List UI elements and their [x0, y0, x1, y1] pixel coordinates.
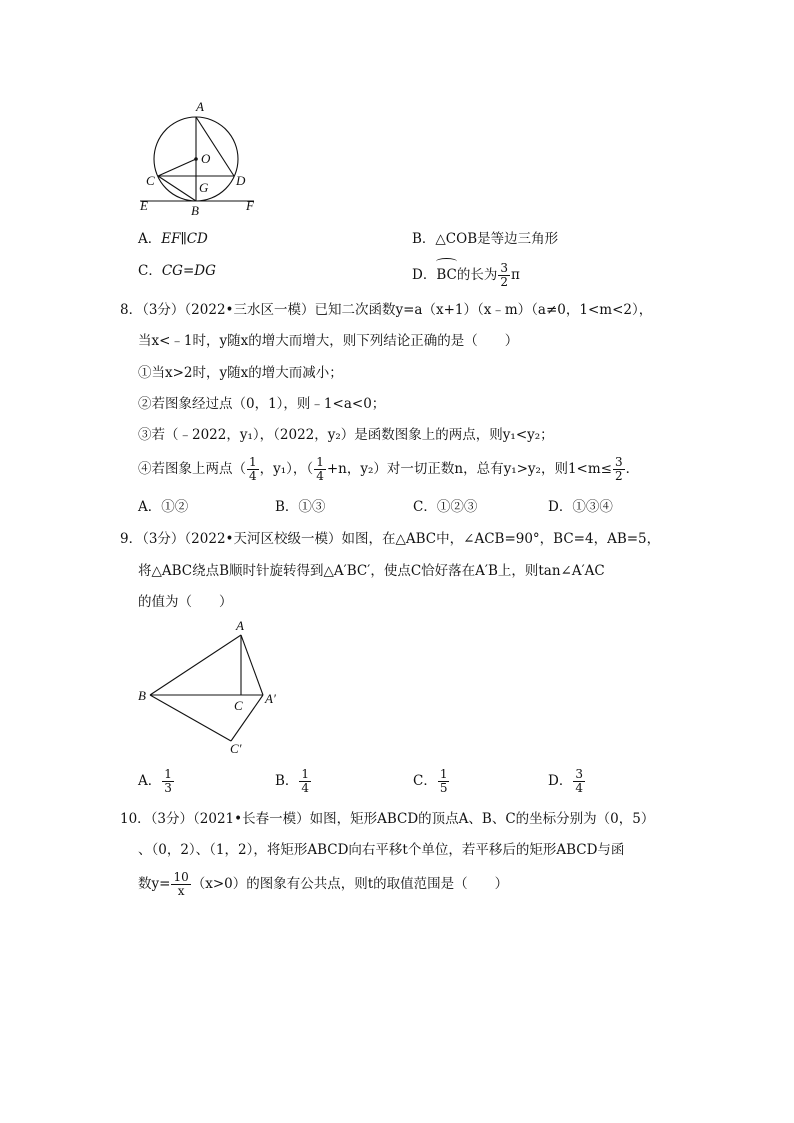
- q9-option-c: C． $\frac{1}{5}$: [413, 767, 448, 795]
- center-point: [194, 157, 198, 161]
- q7-option-c: [138, 261, 216, 281]
- q7-option-b-text: △COB是等边三角形: [435, 231, 559, 247]
- q7-option-b-prefix: B．: [412, 231, 436, 247]
- label-o: O: [201, 151, 211, 166]
- q8-option-c: C．①②③: [413, 499, 478, 515]
- q7-option-b: [412, 229, 558, 249]
- label-e: E: [140, 198, 148, 213]
- fraction-1-5: $\frac{1}{5}$: [439, 767, 448, 795]
- segment-bc-prime: [150, 695, 231, 741]
- q7-option-d-mid: 的长为: [456, 267, 498, 283]
- q9-rotation-figure: [130, 620, 300, 760]
- q7-circle-figure: [130, 96, 270, 221]
- q7-option-a-prefix: A．: [138, 231, 162, 247]
- q8-option-b: B．①③: [275, 499, 326, 515]
- fraction-1-4: $\frac{1}{4}$: [316, 455, 324, 483]
- q9-option-b: B． $\frac{1}{4}$: [275, 767, 310, 795]
- label-f: F: [246, 198, 254, 213]
- chord-ad: [196, 117, 234, 176]
- fraction-10-x: $\frac{10}{x}$: [173, 870, 189, 898]
- label-a: A: [196, 99, 204, 114]
- label-b: B: [138, 688, 146, 703]
- arc-bc: BC: [436, 258, 457, 288]
- q8-option-d: D．①③④: [548, 499, 613, 515]
- q8-stem-line-2: 当x<﹣1时，y随x的增大而增大，则下列结论正确的是（ ）: [138, 333, 519, 349]
- label-g: G: [199, 180, 209, 195]
- q8-option-a: A．①②: [138, 499, 189, 515]
- label-d: D: [236, 173, 246, 188]
- q9-stem-line-3: 的值为（ ）: [138, 594, 233, 610]
- q7-option-c-prefix: C．: [138, 263, 162, 279]
- segment-ba: [150, 635, 241, 695]
- q10-stem-line-1: 10．（3分）（2021•长春一模）如图，矩形ABCD的顶点A、B、C的坐标分别为（0，5）: [120, 811, 655, 827]
- fraction-3-4: $\frac{3}{4}$: [575, 767, 583, 795]
- segment-co: [158, 159, 196, 176]
- q7-option-d-prefix: D．: [412, 267, 437, 283]
- fraction-1-4: $\frac{1}{4}$: [301, 767, 310, 795]
- segment-aa-prime: [241, 635, 263, 695]
- label-a: A: [236, 620, 244, 633]
- label-c-prime: C′: [230, 741, 242, 756]
- fraction-3-2: $\frac{3}{2}$: [500, 261, 508, 289]
- q7-option-a: [138, 229, 208, 249]
- q9-stem-line-2: 将△ABC绕点B顺时针旋转得到△A′BC′，使点C恰好落在A′B上，则tan∠A′AC: [138, 563, 605, 579]
- q9-stem-line-1: 9．（3分）（2022•天河区校级一模）如图，在△ABC中，∠ACB=90°，BC=4，AB=5，: [120, 531, 661, 547]
- label-b: B: [191, 203, 199, 218]
- fraction-1-3: $\frac{1}{3}$: [164, 767, 172, 795]
- q8-statement-3: ③若（﹣2022，y₁），（2022，y₂）是函数图象上的两点，则y₁<y₂；: [138, 427, 554, 443]
- fraction-3-2: $\frac{3}{2}$: [614, 455, 623, 483]
- q7-option-d: [412, 258, 520, 289]
- label-c: C: [146, 173, 155, 188]
- q7-option-c-text: CG=DG: [161, 263, 216, 279]
- q8-statement-1: ①当x>2时，y随x的增大而减小；: [138, 365, 343, 381]
- label-c: C: [234, 698, 243, 713]
- q8-statement-4: ④若图象上两点（ $\frac{1}{4}$ ，y₁），（ $\frac{1}{4}$ +n，y₂）对一切正数n，总有y₁>y₂，则1<m≤ $\frac{3}{2}$ ．: [138, 455, 640, 483]
- segment-cb: [158, 176, 196, 201]
- q8-statement-2: ②若图象经过点（0，1），则﹣1<a<0；: [138, 396, 386, 412]
- q7-option-d-tail: π: [510, 267, 520, 283]
- q7-option-a-text: EF∥CD: [161, 231, 208, 247]
- fraction-1-4: $\frac{1}{4}$: [249, 455, 257, 483]
- label-a-prime: A′: [265, 691, 276, 706]
- q9-option-a: A． $\frac{1}{3}$: [138, 767, 172, 795]
- q10-stem-line-3: 数y= $\frac{10}{x}$ （x>0）的图象有公共点，则t的取值范围是（ ）: [138, 870, 509, 898]
- q9-option-d: D． $\frac{3}{4}$: [548, 767, 583, 795]
- q8-stem-line-1: 8．（3分）（2022•三水区一模）已知二次函数y=a（x+1）（x﹣m）（a≠0，1<m<2），: [120, 302, 653, 318]
- q10-stem-line-2: 、（0，2）、（1，2），将矩形ABCD向右平移t个单位，若平移后的矩形ABCD与函: [138, 842, 625, 858]
